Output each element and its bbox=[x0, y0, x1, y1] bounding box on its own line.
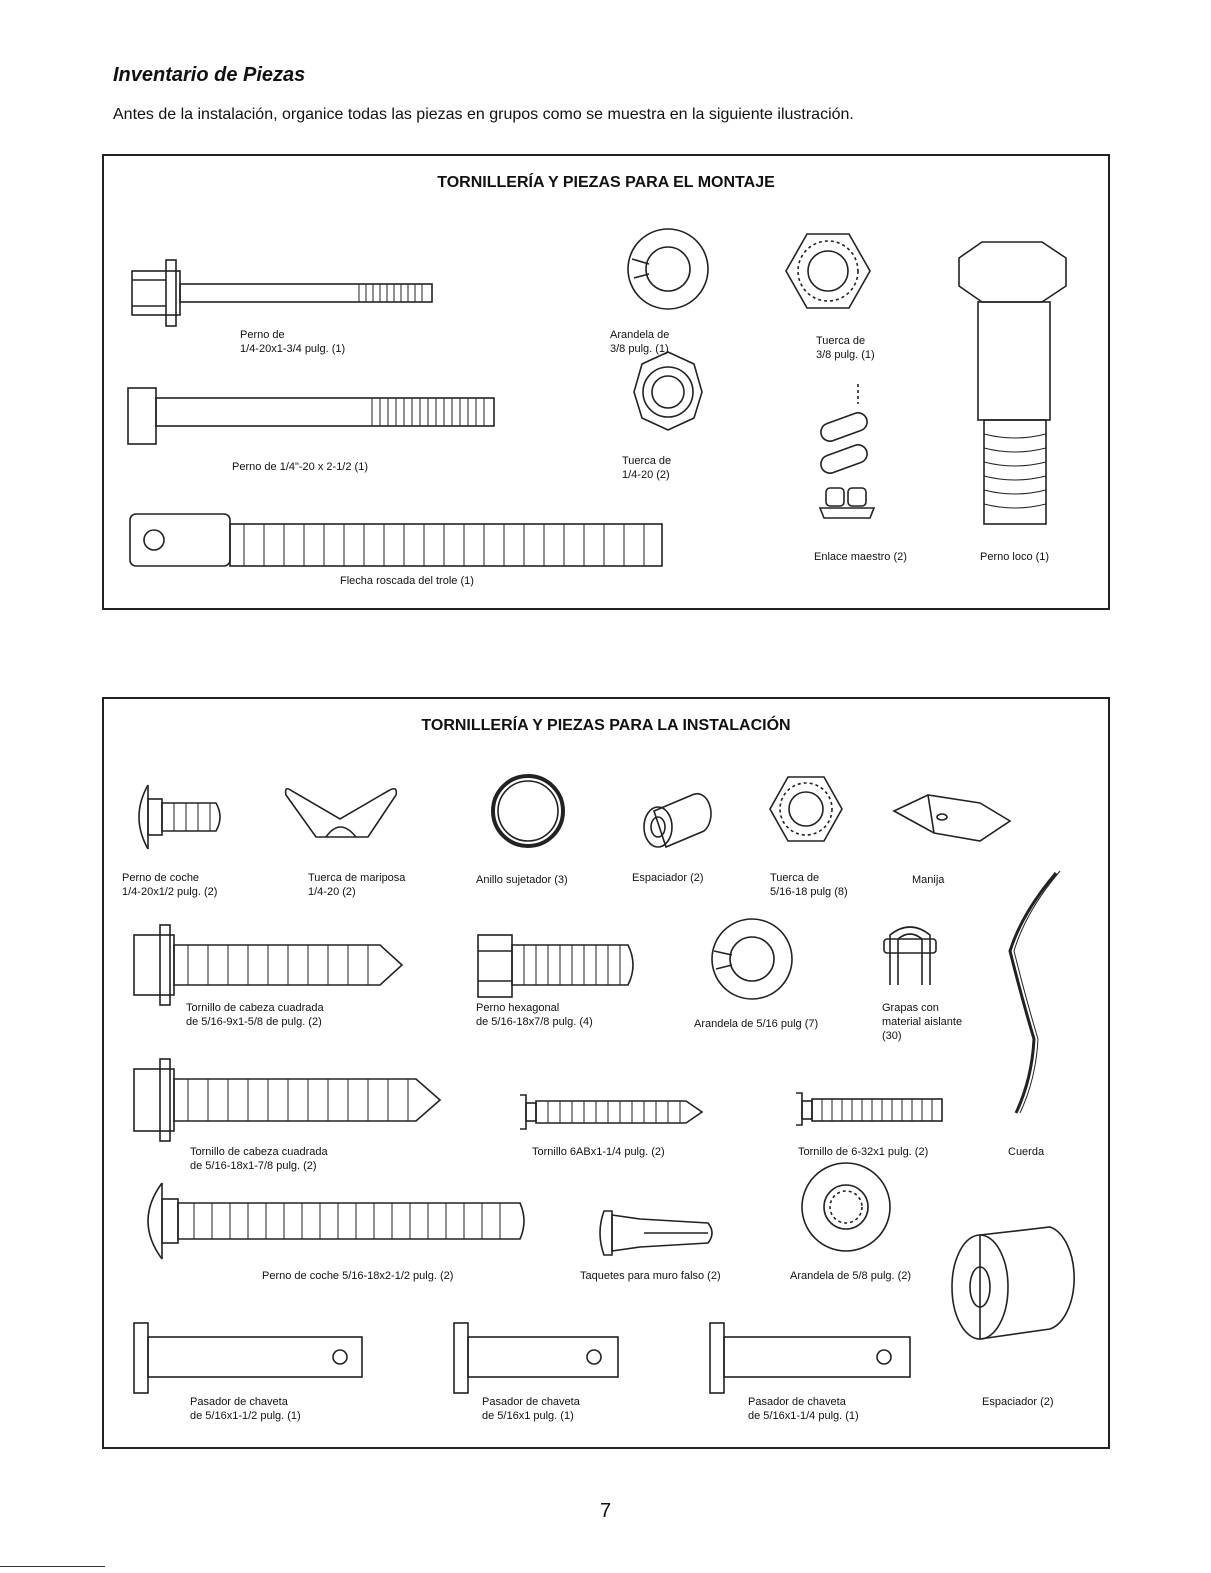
handle-icon bbox=[894, 795, 1010, 841]
retaining-ring-icon bbox=[493, 776, 563, 846]
part-label: Taquetes para muro falso (2) bbox=[580, 1270, 721, 1282]
part-label: Enlace maestro (2) bbox=[814, 551, 907, 563]
drywall-anchor-icon bbox=[600, 1211, 712, 1255]
carriage-bolt-small-icon bbox=[139, 785, 220, 849]
lock-washer-5-16-icon bbox=[712, 919, 792, 999]
keps-nut-icon bbox=[634, 352, 702, 430]
cord-icon bbox=[1010, 871, 1060, 1113]
installation-heading: TORNILLERÍA Y PIEZAS PARA LA INSTALACIÓN bbox=[421, 717, 791, 734]
lag-screw-1-7-8-icon bbox=[134, 1059, 440, 1141]
clevis-pin-1-icon bbox=[454, 1323, 618, 1393]
hex-bolt-7-8-icon bbox=[478, 935, 633, 997]
installation-illustrations bbox=[104, 699, 1108, 1447]
part-label: Tuerca de 5/16-18 pulg (8) bbox=[770, 872, 848, 898]
part-label: Tornillo 6ABx1-1/4 pulg. (2) bbox=[532, 1146, 665, 1158]
spacer-small-icon bbox=[644, 794, 711, 847]
part-label: Pasador de chaveta de 5/16x1-1/2 pulg. (1) bbox=[190, 1396, 301, 1422]
clevis-pin-1-1-4-icon bbox=[710, 1323, 910, 1393]
wing-nut-icon bbox=[286, 789, 397, 837]
carriage-bolt-long-icon bbox=[148, 1183, 524, 1259]
mounting-heading: TORNILLERÍA Y PIEZAS PARA EL MONTAJE bbox=[437, 174, 775, 191]
mounting-illustrations bbox=[104, 156, 1108, 608]
part-label: Tuerca de 1/4-20 (2) bbox=[622, 455, 672, 481]
part-label: Tuerca de mariposa 1/4-20 (2) bbox=[308, 872, 406, 898]
part-label: Arandela de 5/8 pulg. (2) bbox=[790, 1270, 912, 1282]
page-title: Inventario de Piezas bbox=[113, 64, 306, 86]
part-label: Perno loco (1) bbox=[980, 551, 1050, 563]
lock-washer-icon bbox=[628, 229, 708, 309]
part-label: Perno de coche 5/16-18x2-1/2 pulg. (2) bbox=[262, 1270, 454, 1282]
part-label: Perno hexagonal de 5/16-18x7/8 pulg. (4) bbox=[476, 1002, 593, 1028]
washer-5-8-icon bbox=[802, 1163, 890, 1251]
part-label: Pasador de chaveta de 5/16x1 pulg. (1) bbox=[482, 1396, 580, 1422]
part-label: Espaciador (2) bbox=[982, 1396, 1054, 1408]
trolley-threaded-shaft-icon bbox=[130, 514, 662, 566]
hex-bolt-2-1-2-icon bbox=[128, 388, 494, 444]
insulated-staple-icon bbox=[884, 927, 936, 985]
part-label: Espaciador (2) bbox=[632, 872, 704, 884]
screw-6-32-icon bbox=[796, 1093, 942, 1125]
intro-text: Antes de la instalación, organice todas las piezas en grupos como se muestra en la siguiente ilustración. bbox=[113, 106, 854, 123]
footer-rule bbox=[0, 1566, 105, 1567]
page-number: 7 bbox=[599, 1500, 612, 1522]
clevis-pin-1-1-2-icon bbox=[134, 1323, 362, 1393]
idler-bolt-icon bbox=[959, 242, 1066, 524]
part-label: Pasador de chaveta de 5/16x1-1/4 pulg. (1) bbox=[748, 1396, 859, 1422]
screw-6ab-icon bbox=[520, 1095, 702, 1129]
part-label: Perno de 1/4"-20 x 2-1/2 (1) bbox=[232, 461, 368, 473]
part-label: Perno de coche 1/4-20x1/2 pulg. (2) bbox=[122, 872, 218, 898]
part-label: Tornillo de cabeza cuadrada de 5/16-9x1-5/8 de pulg. (2) bbox=[186, 1002, 324, 1028]
part-label: Arandela de 5/16 pulg (7) bbox=[694, 1018, 819, 1030]
part-label: Perno de 1/4-20x1-3/4 pulg. (1) bbox=[240, 329, 346, 355]
part-label: Tornillo de 6-32x1 pulg. (2) bbox=[798, 1146, 929, 1158]
part-label: Anillo sujetador (3) bbox=[476, 874, 568, 886]
installation-hardware-panel bbox=[102, 697, 1110, 1449]
part-label: Grapas con material aislante (30) bbox=[882, 1002, 963, 1042]
part-label: Arandela de 3/8 pulg. (1) bbox=[610, 329, 670, 355]
hex-bolt-1-3-4-icon bbox=[132, 260, 432, 326]
hex-nut-icon bbox=[786, 234, 870, 308]
part-label: Cuerda bbox=[1008, 1146, 1045, 1158]
part-label: Flecha roscada del trole (1) bbox=[340, 575, 474, 587]
part-label: Manija bbox=[912, 874, 945, 886]
master-link-icon bbox=[818, 384, 874, 518]
lag-screw-1-5-8-icon bbox=[134, 925, 402, 1005]
part-label: Tuerca de 3/8 pulg. (1) bbox=[816, 335, 875, 361]
mounting-hardware-panel bbox=[102, 154, 1110, 610]
spacer-large-icon bbox=[952, 1227, 1074, 1339]
part-label: Tornillo de cabeza cuadrada de 5/16-18x1-7/8 pulg. (2) bbox=[190, 1146, 328, 1172]
hex-nut-5-16-icon bbox=[770, 777, 842, 841]
